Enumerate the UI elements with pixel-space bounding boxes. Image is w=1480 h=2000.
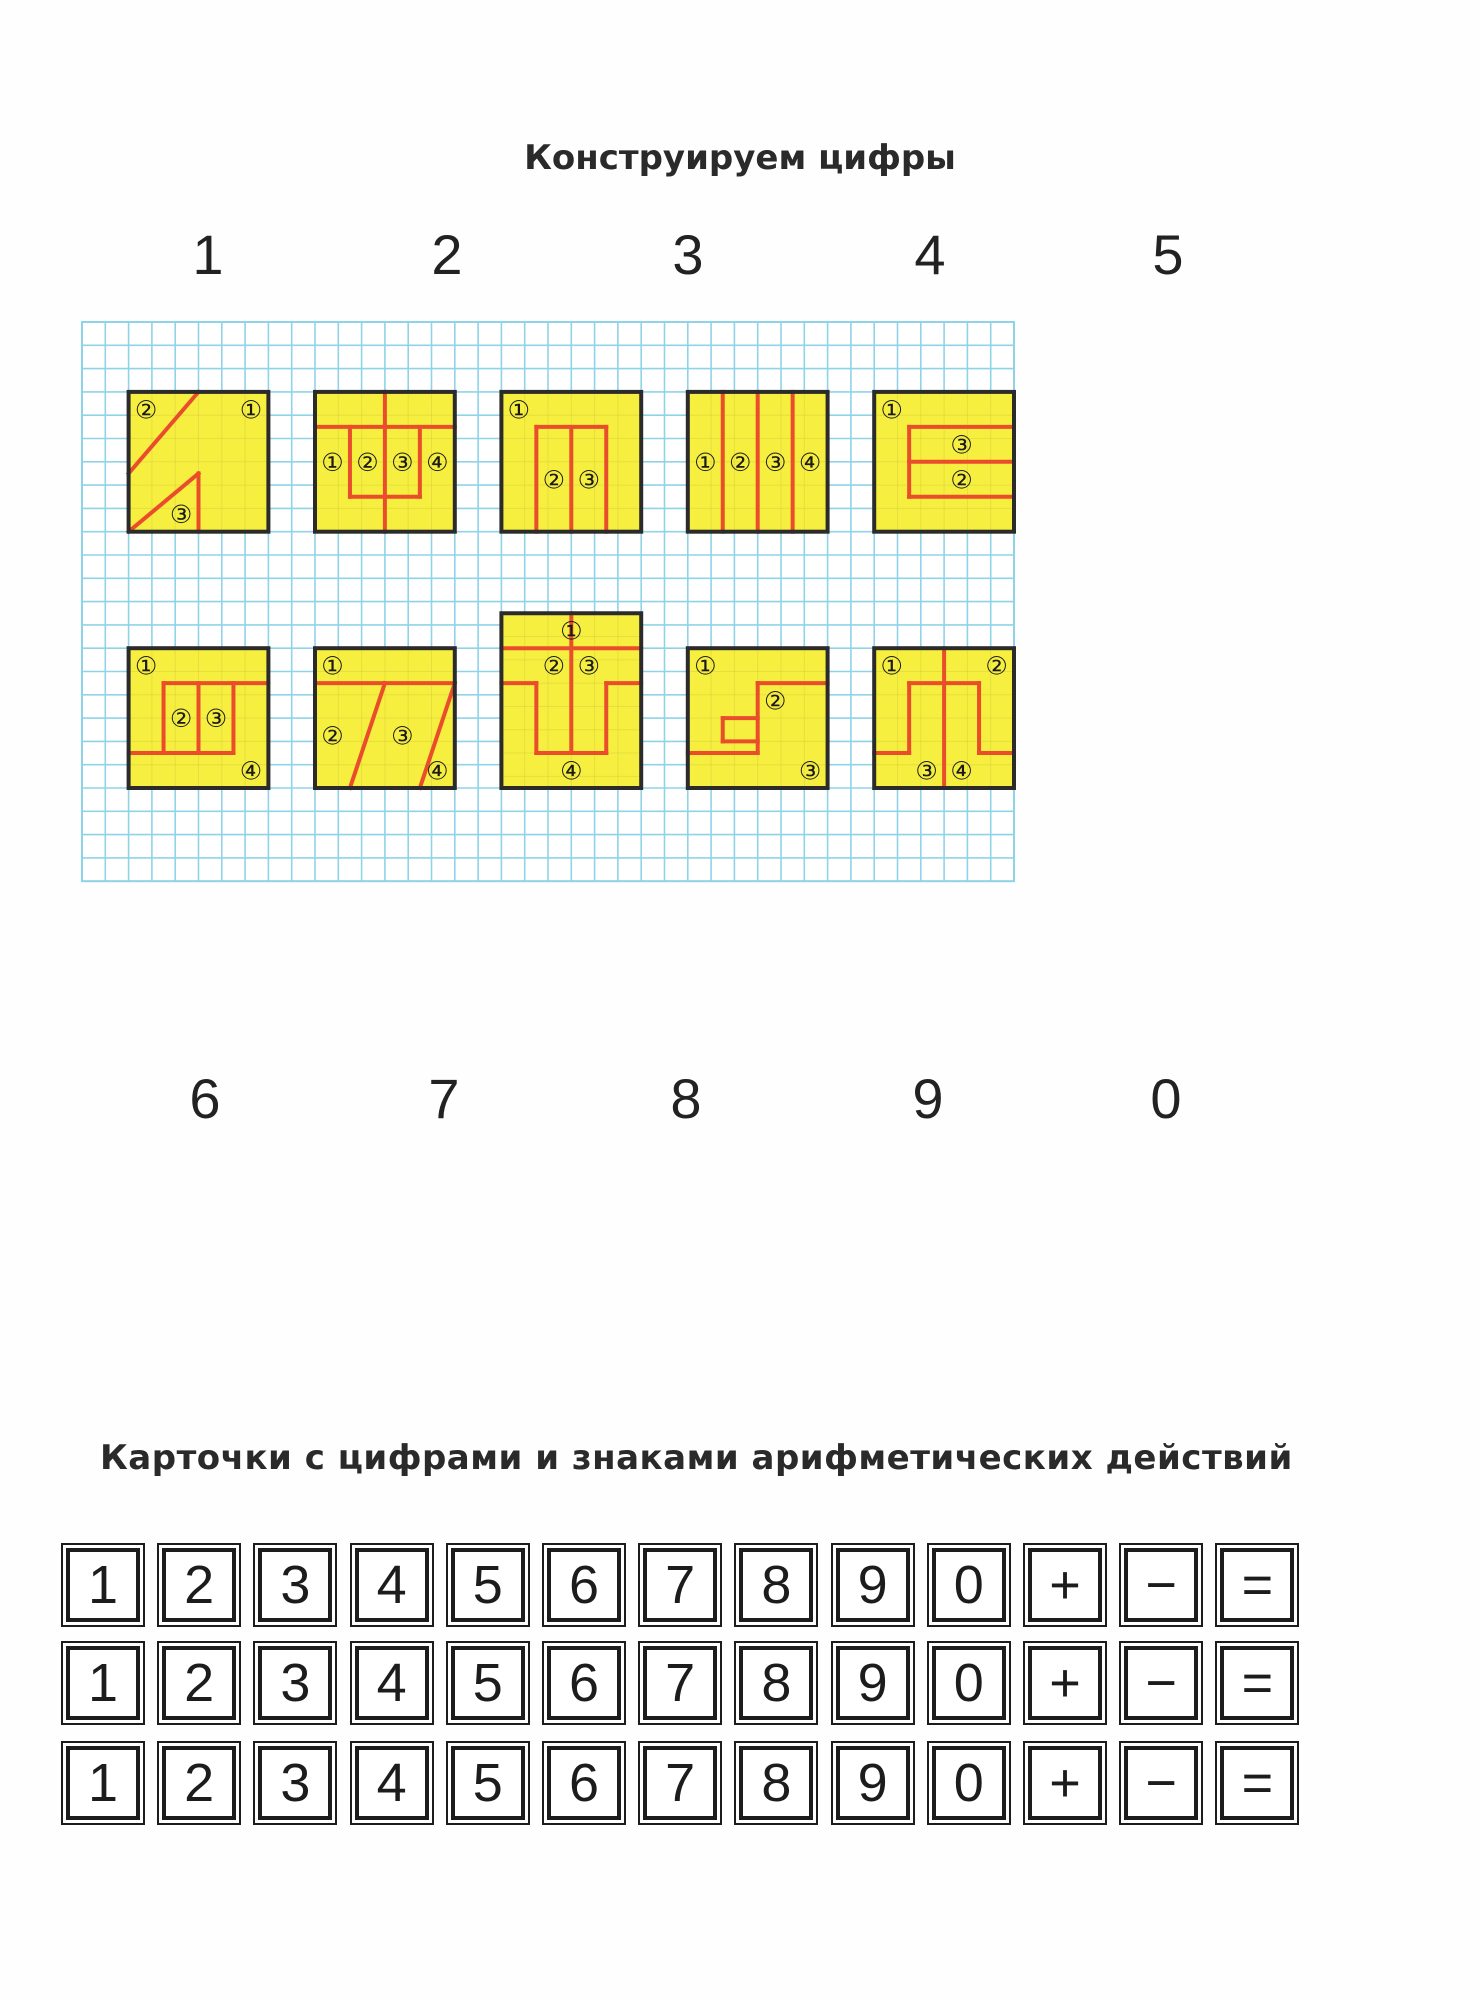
number-card: 6 <box>547 1548 621 1622</box>
digit-label-4: 4 <box>914 223 946 286</box>
number-card: + <box>1028 1746 1102 1820</box>
piece-number-marker: ③ <box>391 447 414 477</box>
piece-number-marker: ② <box>729 447 752 477</box>
digit-tile-9 <box>688 648 828 788</box>
digit-tile-1 <box>129 392 269 532</box>
piece-number-marker: ① <box>880 651 903 681</box>
digit-tile-7 <box>315 648 455 788</box>
piece-number-marker: ③ <box>915 756 938 786</box>
piece-number-marker: ④ <box>426 447 449 477</box>
piece-number-marker: ② <box>134 395 158 425</box>
number-card: 6 <box>547 1746 621 1820</box>
number-card: 3 <box>258 1548 332 1622</box>
piece-number-marker: ④ <box>426 756 449 786</box>
piece-number-marker: ③ <box>763 447 787 477</box>
digit-tile-3 <box>501 392 641 532</box>
number-card: 8 <box>739 1548 813 1622</box>
number-card: 3 <box>258 1746 332 1820</box>
piece-number-marker: ③ <box>577 465 600 495</box>
piece-number-marker: ② <box>169 704 193 734</box>
page-title: Конструируем цифры <box>524 138 956 178</box>
piece-number-marker: ④ <box>560 756 583 786</box>
piece-number-marker: ③ <box>169 500 193 530</box>
digit-tile-6 <box>129 648 269 788</box>
piece-number-marker: ② <box>763 686 787 716</box>
number-card: = <box>1220 1746 1294 1820</box>
piece-number-marker: ② <box>542 465 566 495</box>
number-card: 8 <box>739 1746 813 1820</box>
digit-label-7: 7 <box>428 1067 460 1130</box>
digit-label-1: 1 <box>192 223 224 286</box>
piece-number-marker: ② <box>356 447 379 477</box>
number-card: = <box>1220 1548 1294 1622</box>
digit-label-6: 6 <box>189 1067 221 1130</box>
piece-number-marker: ② <box>321 721 344 751</box>
number-card: − <box>1124 1548 1198 1622</box>
piece-number-marker: ③ <box>798 756 822 786</box>
digit-tile-8 <box>501 613 641 788</box>
digit-tile-2 <box>315 392 455 532</box>
piece-number-marker: ③ <box>577 651 600 681</box>
number-card: 1 <box>66 1548 140 1622</box>
piece-number-marker: ② <box>950 465 973 495</box>
digit-label-8: 8 <box>670 1067 702 1130</box>
piece-number-marker: ② <box>542 651 566 681</box>
piece-number-marker: ① <box>507 395 531 425</box>
number-card: 2 <box>162 1646 236 1720</box>
piece-number-marker: ① <box>239 395 263 425</box>
number-card: 9 <box>836 1646 910 1720</box>
piece-number-marker: ① <box>694 447 717 477</box>
piece-number-marker: ③ <box>391 721 414 751</box>
digit-label-0: 0 <box>1150 1067 1182 1130</box>
number-card: 0 <box>932 1646 1006 1720</box>
number-card: 7 <box>643 1746 717 1820</box>
cards-title: Карточки с цифрами и знаками арифметических действий <box>100 1438 1293 1478</box>
number-card: 2 <box>162 1548 236 1622</box>
number-card: 1 <box>66 1746 140 1820</box>
number-card: + <box>1028 1548 1102 1622</box>
number-card: + <box>1028 1646 1102 1720</box>
piece-number-marker: ③ <box>950 430 973 460</box>
number-card: 9 <box>836 1746 910 1820</box>
number-card: 7 <box>643 1646 717 1720</box>
number-card: 2 <box>162 1746 236 1820</box>
piece-number-marker: ③ <box>204 704 228 734</box>
digit-label-3: 3 <box>672 223 704 286</box>
digit-label-5: 5 <box>1152 223 1184 286</box>
piece-number-marker: ① <box>321 651 344 681</box>
piece-number-marker: ① <box>321 447 344 477</box>
piece-number-marker: ① <box>134 651 158 681</box>
digit-tile-5 <box>874 392 1014 532</box>
piece-number-marker: ① <box>880 395 903 425</box>
number-card: − <box>1124 1746 1198 1820</box>
number-card: 1 <box>66 1646 140 1720</box>
number-card: 4 <box>355 1746 429 1820</box>
number-card: 5 <box>451 1746 525 1820</box>
piece-number-marker: ④ <box>239 756 263 786</box>
number-card: 7 <box>643 1548 717 1622</box>
digit-tile-4 <box>688 392 828 532</box>
number-card: 6 <box>547 1646 621 1720</box>
piece-number-marker: ② <box>985 651 1008 681</box>
number-card: 0 <box>932 1746 1006 1820</box>
piece-number-marker: ④ <box>950 756 973 786</box>
number-card: 8 <box>739 1646 813 1720</box>
number-card: 3 <box>258 1646 332 1720</box>
number-card: 9 <box>836 1548 910 1622</box>
number-card: 5 <box>451 1646 525 1720</box>
piece-number-marker: ① <box>694 651 717 681</box>
number-card: 4 <box>355 1548 429 1622</box>
digit-label-9: 9 <box>912 1067 944 1130</box>
number-card: 0 <box>932 1548 1006 1622</box>
digit-label-2: 2 <box>431 223 463 286</box>
piece-number-marker: ① <box>560 616 583 646</box>
digit-tile-0 <box>874 648 1014 788</box>
piece-number-marker: ④ <box>798 447 822 477</box>
number-card: = <box>1220 1646 1294 1720</box>
number-card: 4 <box>355 1646 429 1720</box>
number-card: − <box>1124 1646 1198 1720</box>
number-card: 5 <box>451 1548 525 1622</box>
